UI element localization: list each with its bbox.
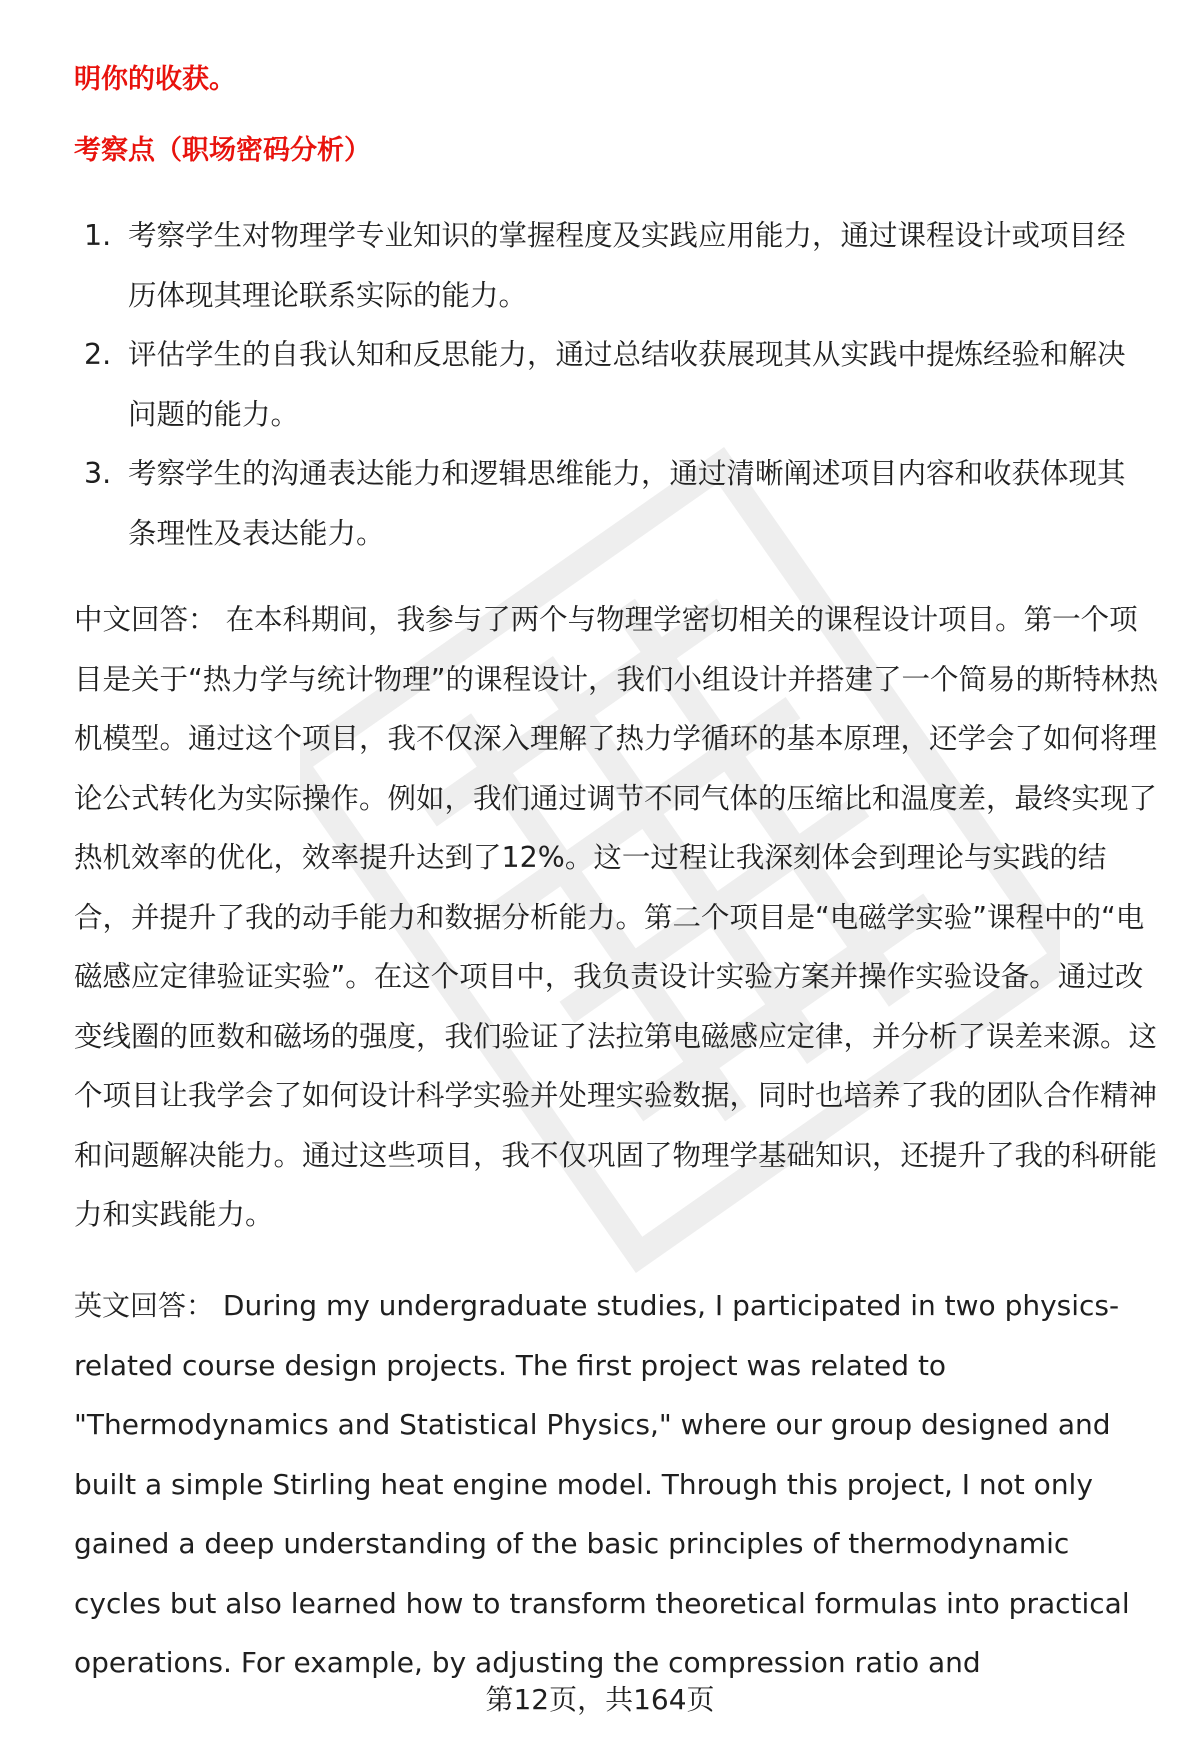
list-item-number: 1. — [84, 219, 112, 252]
list-item-text: 考察学生对物理学专业知识的掌握程度及实践应用能力，通过课程设计或项目经历体现其理论联系实际的能力。 — [128, 219, 1126, 312]
list-item-number: 2. — [84, 338, 112, 371]
list-item — [74, 325, 1140, 444]
list-item-number: 3. — [84, 457, 112, 490]
section-title: 考察点（职场密码分析） — [74, 135, 371, 166]
list-item — [74, 206, 1140, 325]
assessment-points-list — [74, 206, 1140, 563]
list-item — [74, 444, 1140, 563]
chinese-answer-label: 中文回答： — [74, 603, 217, 636]
chinese-answer-text: 在本科期间，我参与了两个与物理学密切相关的课程设计项目。第一个项目是关于“热力学与统计物理”的课程设计，我们小组设计并搭建了一个简易的斯特林热机模型。通过这个项目，我不仅深入理解了热力学循环的基本原理，还学会了如何将理论公式转化为实际操作。例如，我们通过调节不同气体的压缩比和温度差，最终实现了热机效率的优化，效率提升达到了12%。这一过程让我深刻体会到理论与实践的结合，并提升了我的动手能力和数据分析能力。第二个项目是“电磁学实验”课程中的“电磁感应定律验证实验”。在这个项目中，我负责设计实验方案并操作实验设备。通过改变线圈的匝数和磁场的强度，我们验证了法拉第电磁感应定律，并分析了误差来源。这个项目让我学会了如何设计科学实验并处理实验数据，同时也培养了我的团队合作精神和问题解决能力。通过这些项目，我不仅巩固了物理学基础知识，还提升了我的科研能力和实践能力。 — [74, 603, 1159, 1231]
english-answer-paragraph — [74, 1276, 1159, 1693]
list-item-text: 评估学生的自我认知和反思能力，通过总结收获展现其从实践中提炼经验和解决问题的能力。 — [128, 338, 1126, 431]
english-answer-label: 英文回答： — [74, 1289, 215, 1322]
page-number-footer: 第12页，共164页 — [485, 1683, 715, 1716]
english-answer-text: During my undergraduate studies, I participated in two physics-related course design projects. The first project was related to "Thermodynamics and Statistical Physics," where our group designed and built a simple Stirling heat engine model. Through this project, I not only gained a deep understanding of the basic principles of thermodynamic cycles but also learned how to transform theoretical formulas into practical operations. For example, by adjusting the compression ratio and — [74, 1289, 1130, 1679]
list-item-text: 考察学生的沟通表达能力和逻辑思维能力，通过清晰阐述项目内容和收获体现其条理性及表达能力。 — [128, 457, 1126, 550]
heading-continuation: 明你的收获。 — [74, 64, 236, 95]
chinese-answer-paragraph — [74, 590, 1159, 1245]
